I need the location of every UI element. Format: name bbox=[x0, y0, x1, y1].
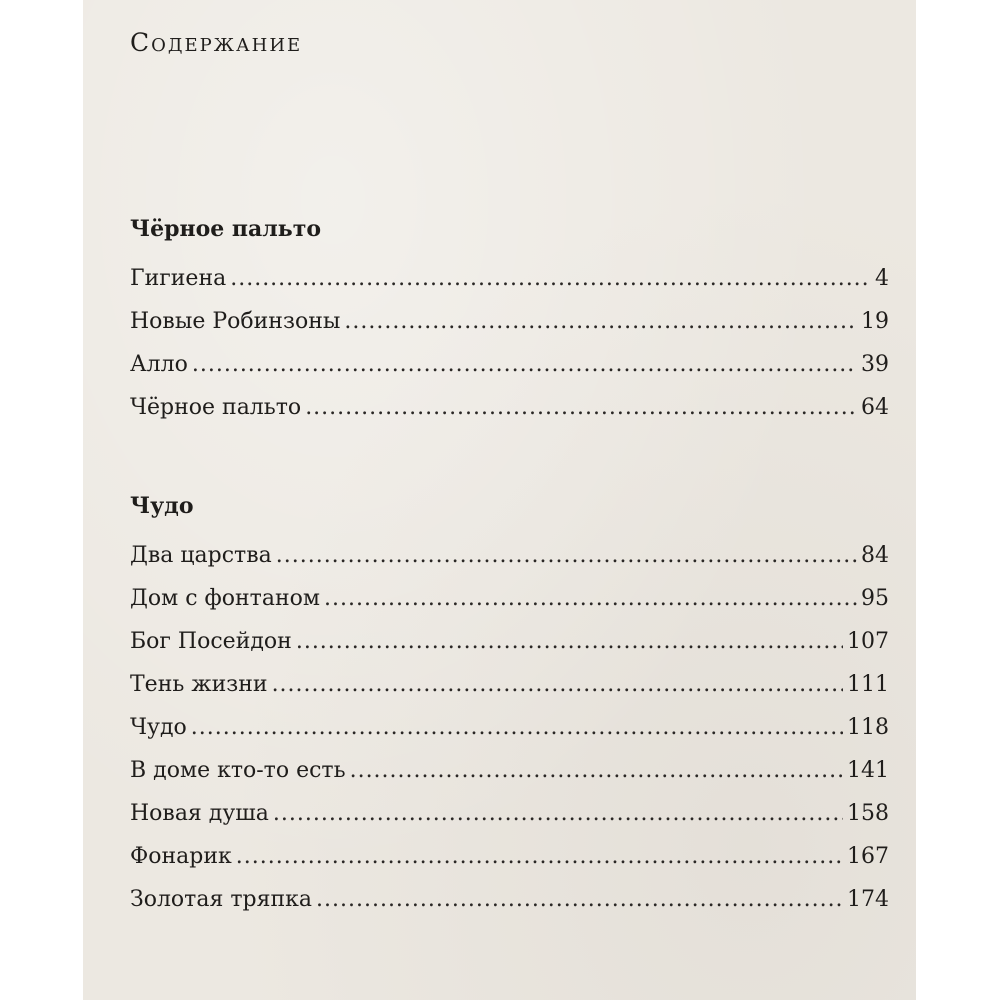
toc-entry-title: Бог Посейдон bbox=[130, 629, 292, 654]
toc-entry bbox=[130, 538, 889, 581]
toc-entry-title: Золотая тряпка bbox=[130, 887, 312, 912]
toc-entry-page: 167 bbox=[847, 844, 889, 869]
dot-leader bbox=[296, 624, 843, 660]
toc-entry-page: 95 bbox=[861, 586, 889, 611]
toc-entry-title: Алло bbox=[130, 352, 188, 377]
dot-leader bbox=[230, 261, 871, 297]
toc-entry-title: Чёрное пальто bbox=[130, 395, 302, 420]
dot-leader bbox=[316, 882, 843, 918]
toc-entry-list bbox=[130, 261, 889, 433]
toc-entry-title: Чудо bbox=[130, 715, 187, 740]
section-chernoe-palto bbox=[130, 210, 889, 433]
dot-leader bbox=[236, 839, 843, 875]
toc-entry bbox=[130, 624, 889, 667]
toc-entry bbox=[130, 581, 889, 624]
toc-entry-page: 64 bbox=[861, 395, 889, 420]
toc-entry bbox=[130, 753, 889, 796]
toc-entry-title: Гигиена bbox=[130, 266, 227, 291]
book-page bbox=[83, 0, 916, 1000]
dot-leader bbox=[344, 304, 857, 340]
toc-entry-page: 118 bbox=[847, 715, 889, 740]
toc-entry-title: Новые Робинзоны bbox=[130, 309, 341, 334]
dot-leader bbox=[272, 667, 843, 703]
toc-entry-page: 107 bbox=[847, 629, 889, 654]
toc-entry bbox=[130, 710, 889, 753]
toc-entry-title: Тень жизни bbox=[130, 672, 268, 697]
toc-entry-list bbox=[130, 538, 889, 925]
toc-entry bbox=[130, 839, 889, 882]
dot-leader bbox=[273, 796, 843, 832]
dot-leader bbox=[276, 538, 857, 574]
toc-entry-page: 174 bbox=[847, 887, 889, 912]
toc-entry-page: 84 bbox=[861, 543, 889, 568]
section-heading: Чудо bbox=[130, 493, 194, 519]
toc-entry-title: Два царства bbox=[130, 543, 272, 568]
toc-entry-page: 4 bbox=[875, 266, 889, 291]
toc-entry bbox=[130, 796, 889, 839]
toc-entry-title: Дом с фонтаном bbox=[130, 586, 320, 611]
dot-leader bbox=[192, 347, 857, 383]
toc-entry bbox=[130, 304, 889, 347]
toc-entry bbox=[130, 347, 889, 390]
dot-leader bbox=[305, 390, 857, 426]
toc-entry-title: Фонарик bbox=[130, 844, 232, 869]
toc-entry-page: 39 bbox=[861, 352, 889, 377]
toc-entry bbox=[130, 882, 889, 925]
section-chudo bbox=[130, 487, 889, 925]
toc-entry bbox=[130, 667, 889, 710]
dot-leader bbox=[191, 710, 843, 746]
toc-entry-page: 158 bbox=[847, 801, 889, 826]
toc-title: Содержание bbox=[130, 28, 303, 57]
toc-entry bbox=[130, 390, 889, 433]
toc-entry-page: 111 bbox=[847, 672, 889, 697]
section-heading: Чёрное пальто bbox=[130, 216, 322, 242]
dot-leader bbox=[324, 581, 857, 617]
toc-entry bbox=[130, 261, 889, 304]
toc-entry-page: 19 bbox=[861, 309, 889, 334]
toc-entry-title: Новая душа bbox=[130, 801, 269, 826]
toc-entry-title: В доме кто-то есть bbox=[130, 758, 346, 783]
dot-leader bbox=[350, 753, 843, 789]
toc-entry-page: 141 bbox=[847, 758, 889, 783]
